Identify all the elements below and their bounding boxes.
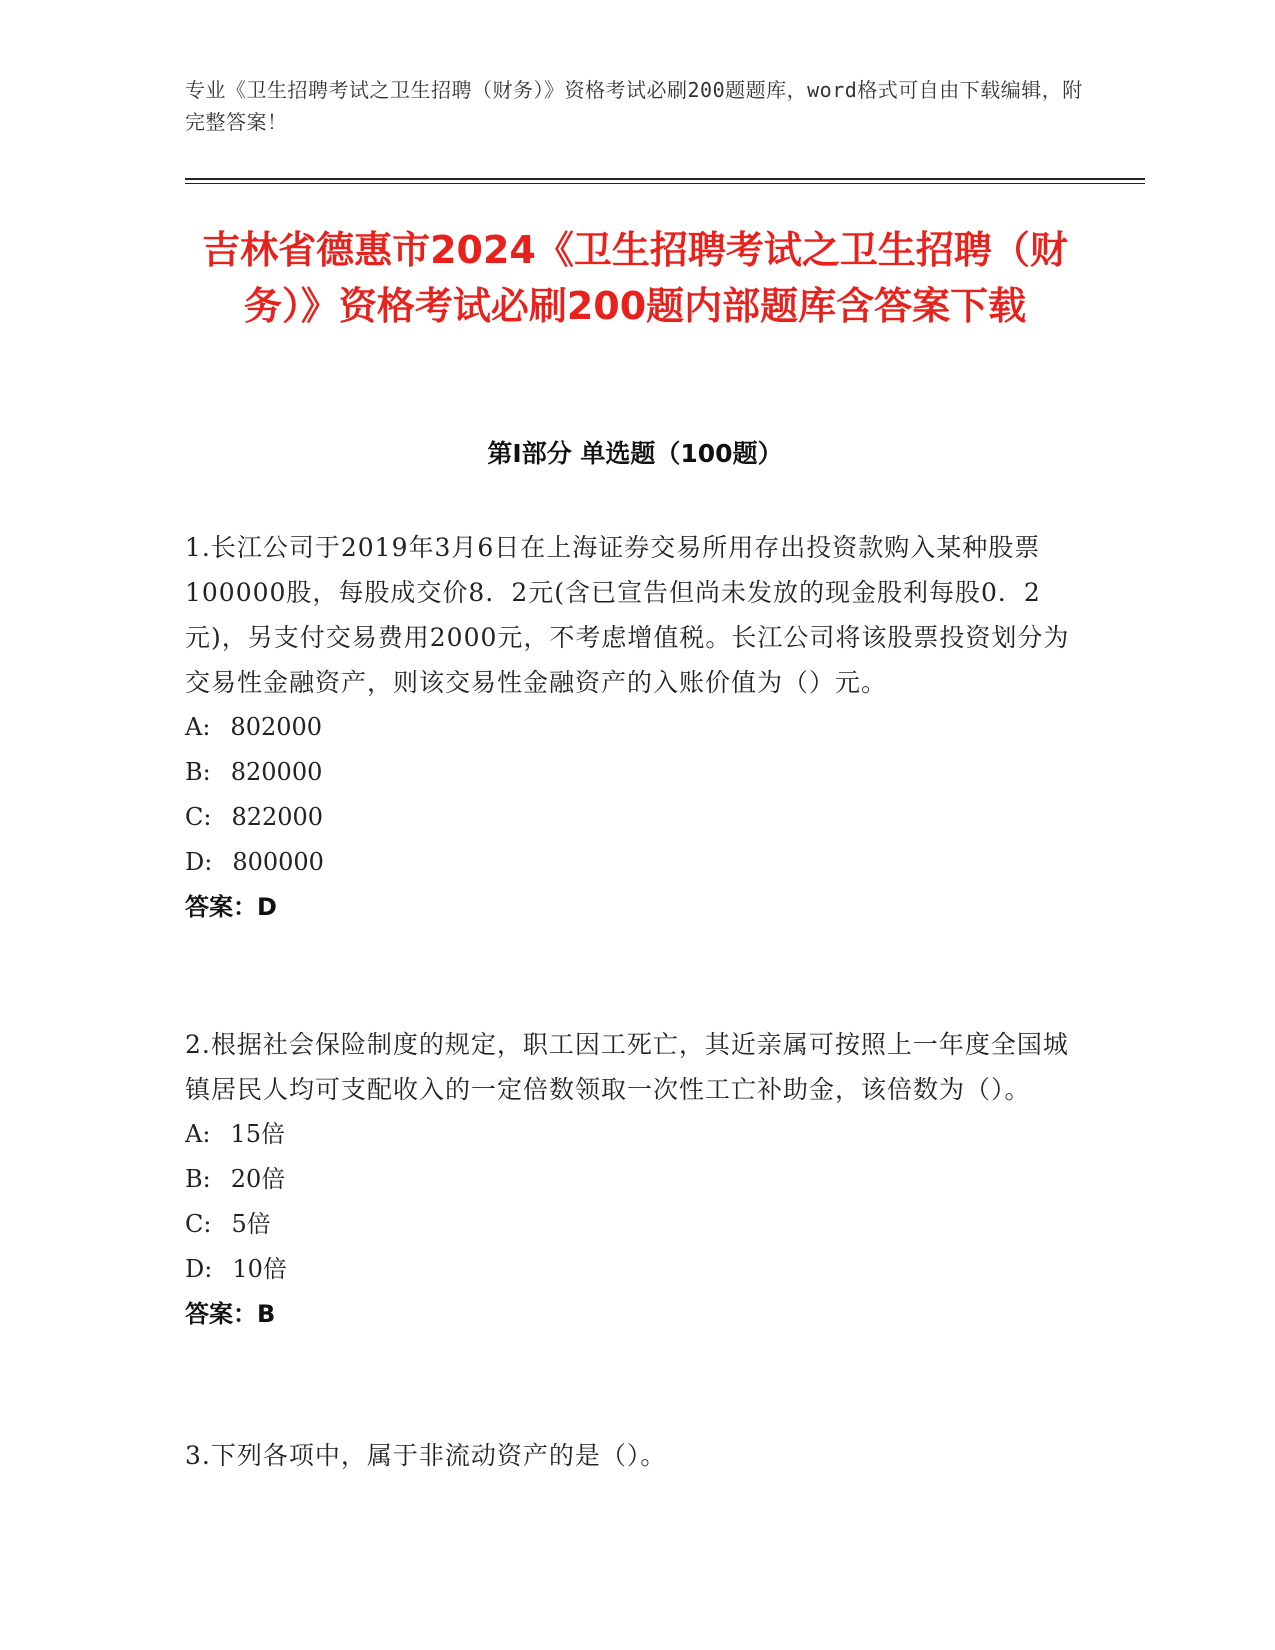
answer-line: 答案：D xyxy=(185,893,277,921)
option-d xyxy=(185,1247,1085,1292)
option-value: 820000 xyxy=(230,758,323,786)
question-1 xyxy=(185,525,1085,930)
option-value: 802000 xyxy=(230,713,323,741)
header-divider-thick xyxy=(185,178,1145,180)
question-text: 1.长江公司于2019年3月6日在上海证券交易所用存出投资款购入某种股票100000股，每股成交价8．2元(含已宣告但尚未发放的现金股利每股0．2元)，另支付交易费用2000元，不考虑增值税。长江公司将该股票投资划分为交易性金融资产，则该交易性金融资产的入账价值为（）元。 xyxy=(185,533,1070,697)
option-c xyxy=(185,795,1085,840)
option-value: 15倍 xyxy=(230,1120,285,1148)
option-b xyxy=(185,1157,1085,1202)
question-3 xyxy=(185,1433,1085,1478)
option-value: 5倍 xyxy=(231,1210,271,1238)
option-letter: A: xyxy=(185,713,211,741)
document-title: 吉林省德惠市2024《卫生招聘考试之卫生招聘（财务）》资格考试必刷200题内部题库含答案下载 xyxy=(202,228,1068,328)
answer-line: 答案：B xyxy=(185,1300,276,1328)
document-header-note: 专业《卫生招聘考试之卫生招聘（财务）》资格考试必刷200题题库，word格式可自由下载编辑，附完整答案！ xyxy=(185,78,1083,134)
option-b xyxy=(185,750,1085,795)
option-letter: C: xyxy=(185,1210,212,1238)
section-heading: 第Ⅰ部分 单选题（100题） xyxy=(487,439,783,468)
option-letter: A: xyxy=(185,1120,211,1148)
option-c xyxy=(185,1202,1085,1247)
option-value: 822000 xyxy=(231,803,324,831)
option-value: 20倍 xyxy=(230,1165,286,1193)
option-a xyxy=(185,1112,1085,1157)
question-text: 3.下列各项中，属于非流动资产的是（）。 xyxy=(185,1441,667,1470)
question-2 xyxy=(185,1022,1085,1337)
option-letter: C: xyxy=(185,803,212,831)
option-letter: B: xyxy=(185,1165,211,1193)
option-value: 800000 xyxy=(232,848,324,876)
option-letter: D: xyxy=(185,848,213,876)
option-value: 10倍 xyxy=(232,1255,287,1283)
option-a xyxy=(185,705,1085,750)
option-letter: D: xyxy=(185,1255,213,1283)
option-letter: B: xyxy=(185,758,211,786)
option-d xyxy=(185,840,1085,885)
question-text: 2.根据社会保险制度的规定，职工因工死亡，其近亲属可按照上一年度全国城镇居民人均可支配收入的一定倍数领取一次性工亡补助金，该倍数为（）。 xyxy=(185,1030,1069,1104)
header-divider-thin xyxy=(185,183,1145,184)
